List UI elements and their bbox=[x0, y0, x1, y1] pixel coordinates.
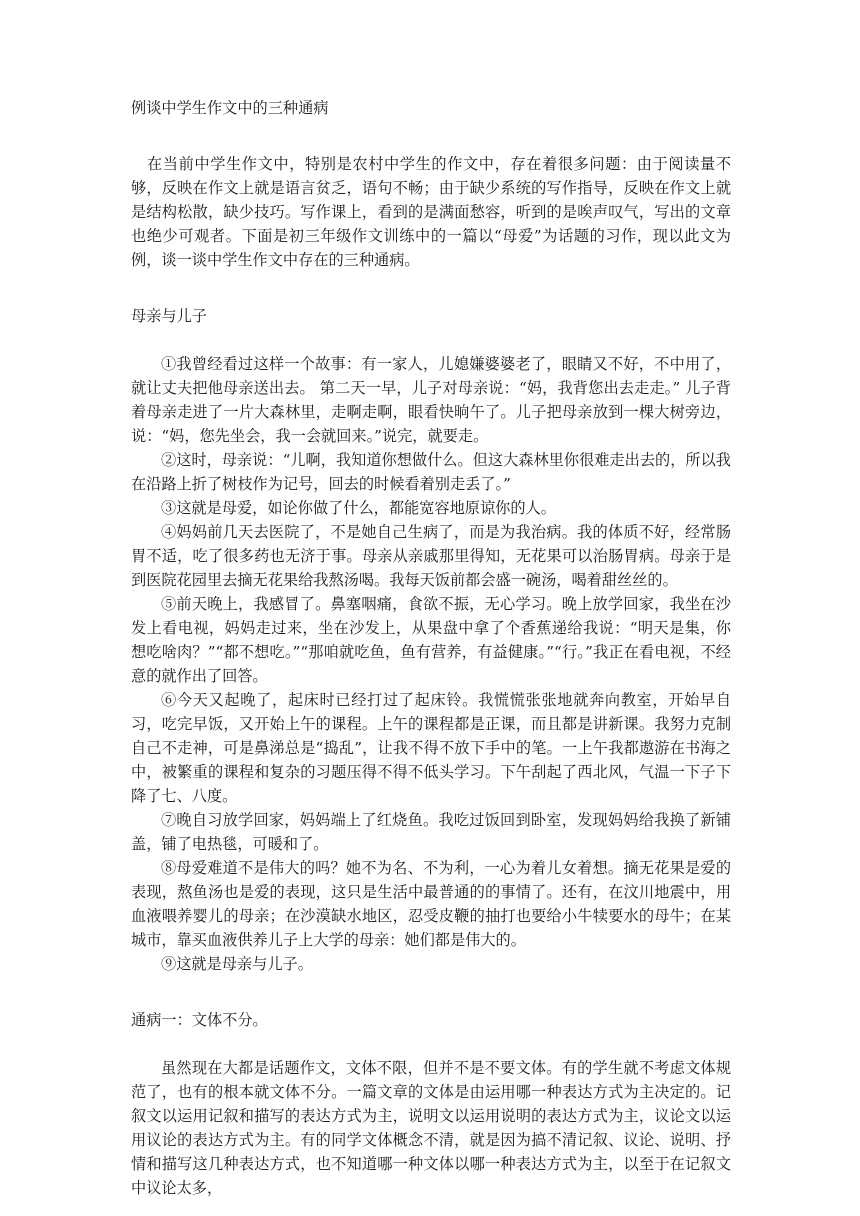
spacer bbox=[131, 120, 731, 152]
spacer bbox=[131, 328, 731, 352]
essay-paragraph-3: ③这就是母爱，如论你做了什么，都能宽容地原谅你的人。 bbox=[161, 499, 556, 517]
spacer bbox=[131, 1032, 731, 1056]
essay-paragraph-2: ②这时，母亲说：“儿啊，我知道你想做什么。但这大森林里你很难走出去的，所以我在沿路上折了树枝作为记号，回去的时候看着别走丢了。” bbox=[131, 451, 731, 493]
spacer bbox=[131, 976, 731, 1008]
document-title: 例谈中学生作文中的三种通病 bbox=[131, 99, 329, 117]
essay-paragraph-4: ④妈妈前几天去医院了，不是她自己生病了，而是为我治病。我的体质不好，经常肠胃不适，吃了很多药也无济于事。母亲从亲戚那里得知，无花果可以治肠胃病。母亲于是到医院花园里去摘无花果给我熬汤喝。我每天饭前都会盛一碗汤，喝着甜丝丝的。 bbox=[131, 523, 731, 589]
document-page bbox=[131, 96, 731, 1200]
essay-paragraph-9: ⑨这就是母亲与儿子。 bbox=[161, 955, 313, 973]
essay-title: 母亲与儿子 bbox=[131, 307, 207, 325]
spacer bbox=[131, 272, 731, 304]
section-1-heading: 通病一：文体不分。 bbox=[131, 1011, 268, 1029]
essay-body bbox=[131, 352, 731, 976]
section-1-paragraph: 虽然现在大都是话题作文，文体不限，但并不是不要文体。有的学生就不考虑文体规范了，也有的根本就文体不分。一篇文章的文体是由运用哪一种表达方式为主决定的。记叙文以运用记叙和描写的表达方式为主，说明文以运用说明的表达方式为主，议论文以运用议论的表达方式为主。有的同学文体概念不清，就是因为搞不清记叙、议论、说明、抒情和描写这几种表达方式，也不知道哪一种文体以哪一种表达方式为主，以至于在记叙文中议论太多， bbox=[131, 1059, 731, 1197]
essay-paragraph-1: ①我曾经看过这样一个故事：有一家人，儿媳嫌婆婆老了，眼睛又不好，不中用了，就让丈夫把他母亲送出去。 第二天一早，儿子对母亲说：“妈，我背您出去走走。” 儿子背着母亲走进了一片大森林里，走啊走啊，眼看快晌午了。儿子把母亲放到一棵大树旁边，说：“妈，您先坐会，我一会就回来。”说完，就要走。 bbox=[131, 355, 731, 445]
intro-paragraph: 在当前中学生作文中，特别是农村中学生的作文中，存在着很多问题：由于阅读量不够，反映在作文上就是语言贫乏，语句不畅；由于缺少系统的写作指导，反映在作文上就是结构松散，缺少技巧。写作课上，看到的是满面愁容，听到的是唉声叹气，写出的文章也绝少可观者。下面是初三年级作文训练中的一篇以“母爱”为话题的习作，现以此文为例，谈一谈中学生作文中存在的三种通病。 bbox=[131, 155, 731, 269]
essay-paragraph-8: ⑧母爱难道不是伟大的吗？她不为名、不为利，一心为着儿女着想。摘无花果是爱的表现，熬鱼汤也是爱的表现，这只是生活中最普通的的事情了。还有，在汶川地震中，用血液喂养婴儿的母亲；在沙漠缺水地区，忍受皮鞭的抽打也要给小牛犊要水的母牛；在某城市，靠买血液供养儿子上大学的母亲：她们都是伟大的。 bbox=[131, 859, 731, 949]
essay-paragraph-5: ⑤前天晚上，我感冒了。鼻塞咽痛，食欲不振，无心学习。晚上放学回家，我坐在沙发上看电视，妈妈走过来，坐在沙发上，从果盘中拿了个香蕉递给我说：“明天是集，你想吃啥肉？”“都不想吃。”“那咱就吃鱼，鱼有营养，有益健康。”“行。”我正在看电视，不经意的就作出了回答。 bbox=[131, 595, 731, 685]
essay-paragraph-6: ⑥今天又起晚了，起床时已经打过了起床铃。我慌慌张张地就奔向教室，开始早自习，吃完早饭，又开始上午的课程。上午的课程都是正课，而且都是讲新课。我努力克制自己不走神，可是鼻涕总是“捣乱”，让我不得不放下手中的笔。一上午我都遨游在书海之中，被繁重的课程和复杂的习题压得不得不低头学习。下午刮起了西北风，气温一下子下降了七、八度。 bbox=[131, 691, 731, 805]
essay-paragraph-7: ⑦晚自习放学回家，妈妈端上了红烧鱼。我吃过饭回到卧室，发现妈妈给我换了新铺盖，铺了电热毯，可暖和了。 bbox=[131, 811, 731, 853]
